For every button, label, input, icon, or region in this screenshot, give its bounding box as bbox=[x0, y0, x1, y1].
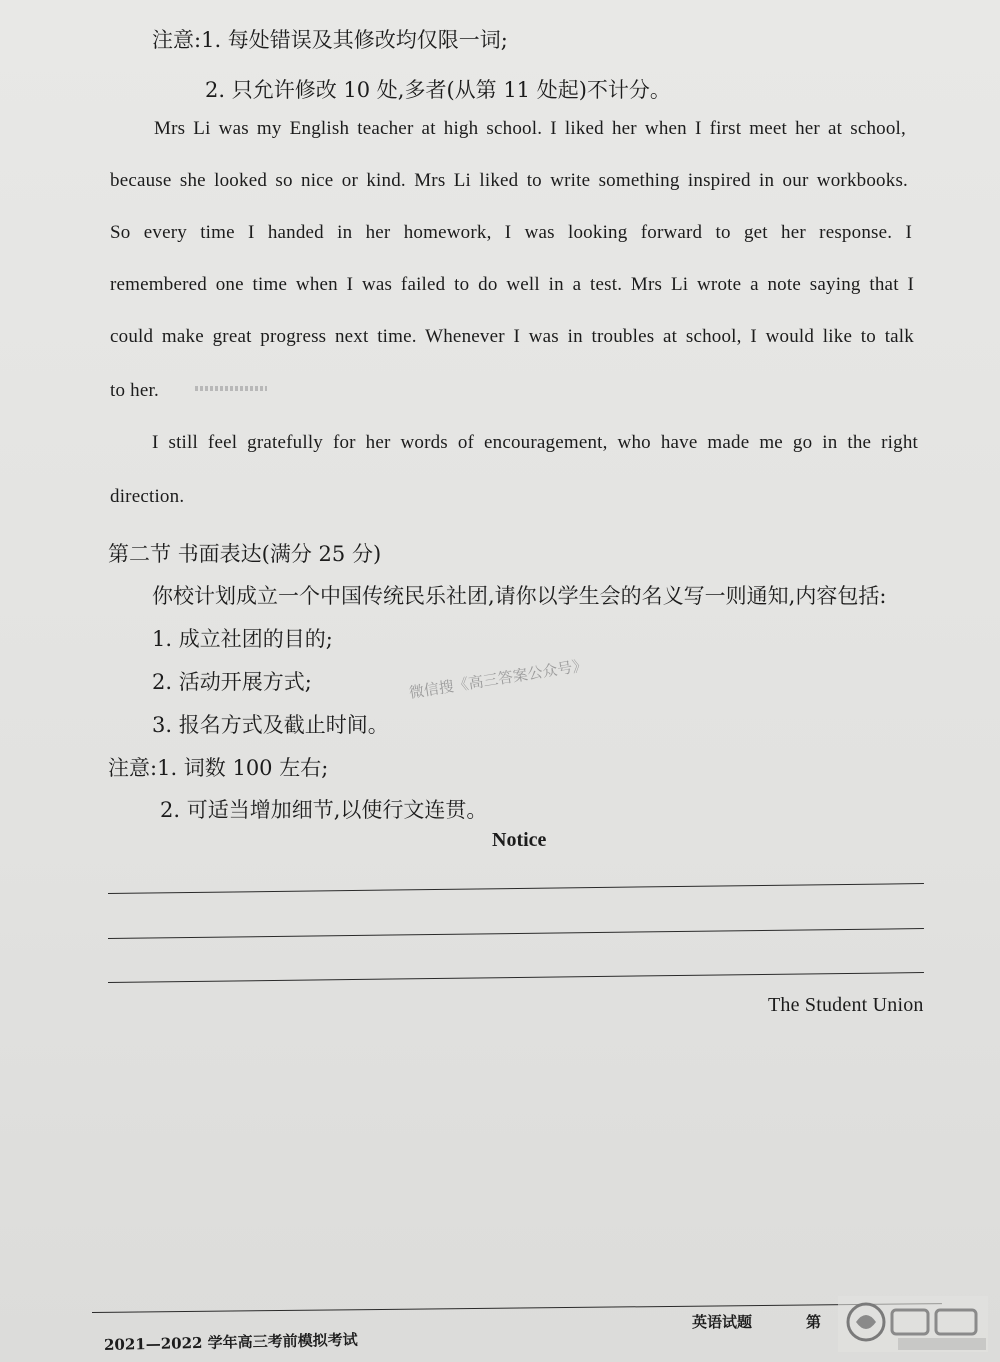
passage-line-3: So every time I handed in her homework, I was looking forward to get her response. I bbox=[110, 222, 912, 243]
note-1: 1. 每处错误及其修改均仅限一词; bbox=[201, 28, 508, 52]
section2-notes-line bbox=[108, 752, 328, 782]
section2-item-2: 2. 活动开展方式; bbox=[152, 670, 312, 694]
footer-page-prefix: 第 bbox=[806, 1313, 822, 1331]
signature: The Student Union bbox=[768, 994, 924, 1016]
section2-note-1: 1. 词数 100 左右; bbox=[157, 756, 329, 780]
section2-heading: 第二节 书面表达(满分 25 分) bbox=[108, 542, 382, 566]
section2-item-1: 1. 成立社团的目的; bbox=[152, 627, 333, 651]
faint-stamp-mark bbox=[195, 386, 267, 391]
passage-line-2: because she looked so nice or kind. Mrs Li liked to write something inspired in our workbooks. bbox=[110, 170, 908, 191]
footer-exam-name: 2021—2022 学年高三考前模拟考试 bbox=[103, 1330, 358, 1354]
passage-line-6: to her. bbox=[110, 380, 159, 401]
writing-line-3 bbox=[108, 972, 924, 983]
section2-item-3: 3. 报名方式及截止时间。 bbox=[152, 713, 389, 737]
passage-para2-line-1: I still feel gratefully for her words of encouragement, who have made me go in the right bbox=[152, 432, 918, 453]
footer-subject: 英语试题 bbox=[692, 1313, 753, 1331]
section2-notes-label: 注意: bbox=[108, 756, 158, 780]
writing-line-2 bbox=[108, 928, 924, 939]
passage-line-4: remembered one time when I was failed to do well in a test. Mrs Li wrote a note saying that I bbox=[110, 274, 914, 295]
passage-line-1: Mrs Li was my English teacher at high school. I liked her when I first meet her at school, bbox=[154, 118, 906, 139]
site-logo-icon bbox=[838, 1296, 988, 1352]
notice-title: Notice bbox=[492, 829, 547, 851]
writing-line-1 bbox=[108, 883, 924, 894]
note-label-line bbox=[152, 24, 508, 54]
note-2: 2. 只允许修改 10 处,多者(从第 11 处起)不计分。 bbox=[205, 78, 671, 102]
passage-para2-line-2: direction. bbox=[110, 486, 185, 507]
section2-prompt: 你校计划成立一个中国传统民乐社团,请你以学生会的名义写一则通知,内容包括: bbox=[152, 584, 887, 608]
notes-label: 注意: bbox=[152, 28, 202, 52]
section2-note-2: 2. 可适当增加细节,以使行文连贯。 bbox=[160, 798, 488, 822]
passage-line-5: could make great progress next time. Whenever I was in troubles at school, I would like to talk bbox=[110, 326, 914, 347]
watermark-text: 微信搜《高三答案公众号》 bbox=[407, 656, 589, 702]
